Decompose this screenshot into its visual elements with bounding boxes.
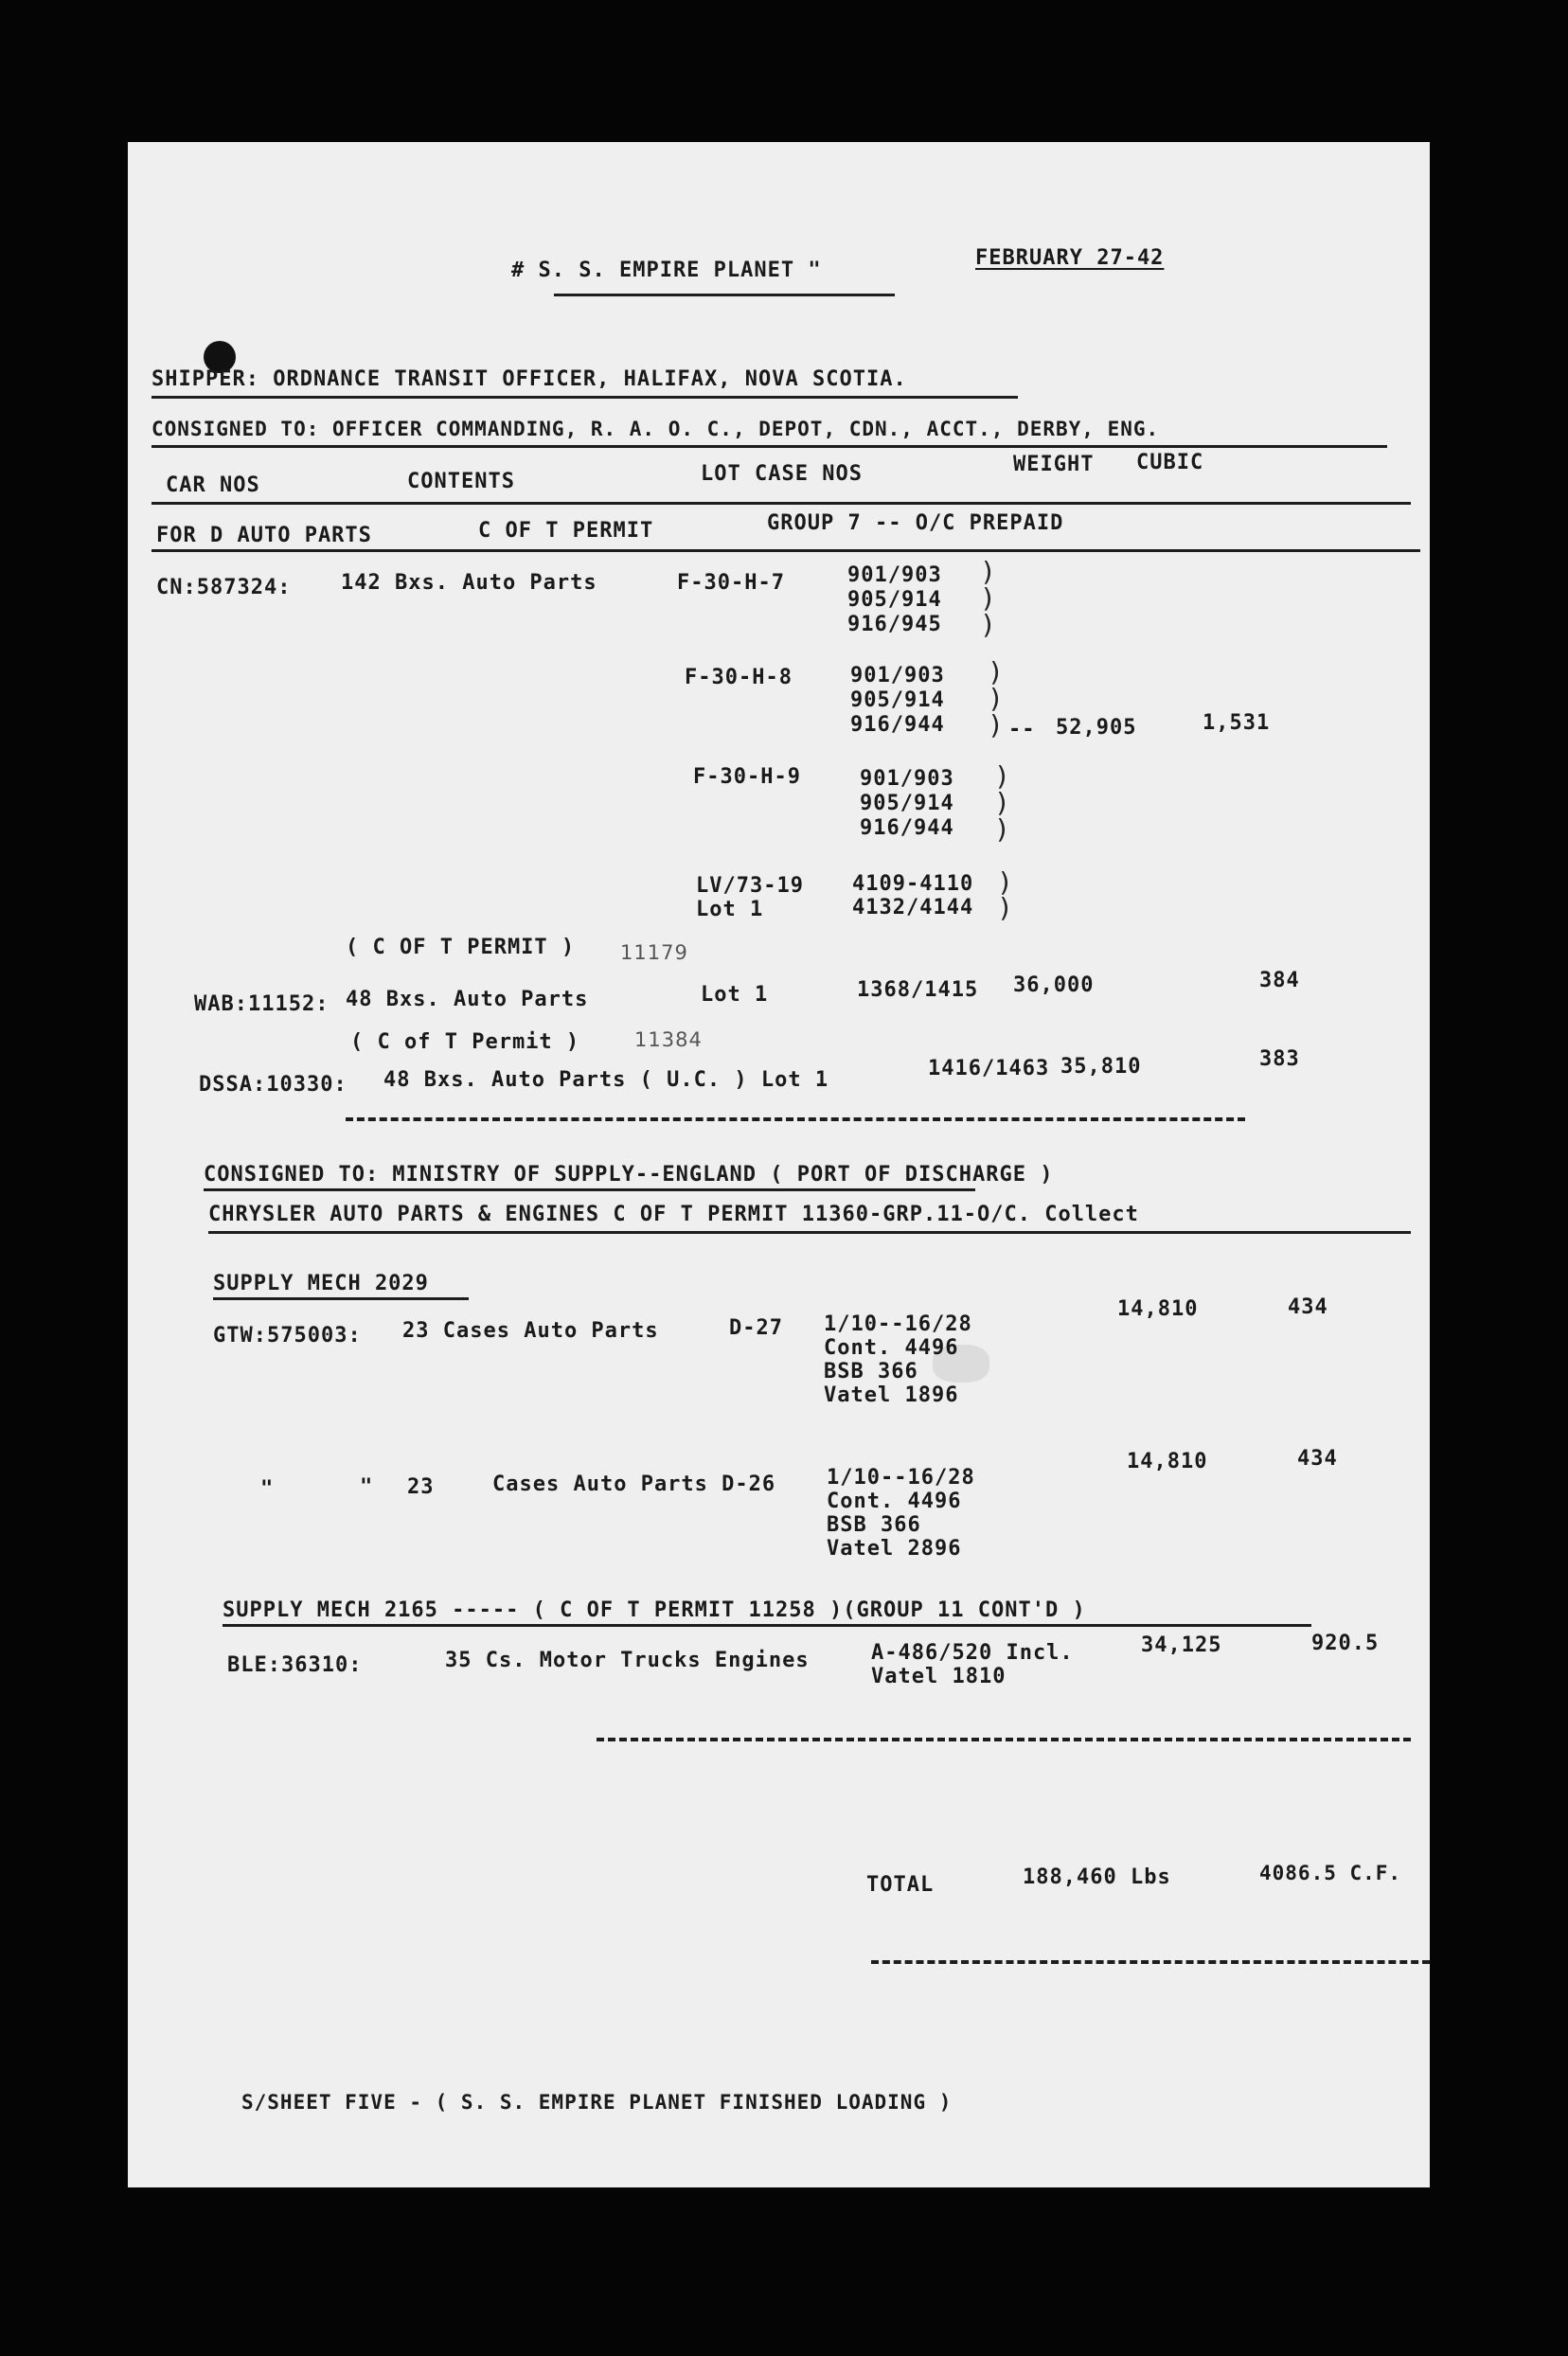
chrysler-underline xyxy=(208,1231,1411,1234)
gtw-cubic: 434 xyxy=(1288,1295,1328,1319)
wab-cases: 1368/1415 xyxy=(857,978,979,1002)
column-car-nos: CAR NOS xyxy=(166,473,260,497)
ditto-contents: Cases Auto Parts D-26 xyxy=(492,1472,776,1496)
brace-mark: ) xyxy=(997,866,1013,898)
dssa-weight: 35,810 xyxy=(1060,1055,1142,1079)
permit-handwritten-1: 11179 xyxy=(620,941,688,964)
permit-handwritten-2: 11384 xyxy=(634,1028,703,1051)
brace-mark: ) xyxy=(980,609,996,640)
cn-lot-3-case: 901/903 xyxy=(860,767,954,791)
consignee-line-2: CONSIGNED TO: MINISTRY OF SUPPLY--ENGLAND ( PORT OF DISCHARGE ) xyxy=(204,1163,1054,1187)
consignee-line-1: CONSIGNED TO: OFFICER COMMANDING, R. A. O. C., DEPOT, CDN., ACCT., DERBY, ENG. xyxy=(151,418,1160,440)
supply-mech-2165: SUPPLY MECH 2165 ----- ( C OF T PERMIT 11258 )(GROUP 11 CONT'D ) xyxy=(223,1598,1086,1622)
cn-lot-2: F-30-H-8 xyxy=(685,666,793,689)
gtw-weight: 14,810 xyxy=(1117,1297,1199,1321)
group-permit: C OF T PERMIT xyxy=(478,519,654,543)
gtw-case: Vatel 1896 xyxy=(824,1383,959,1407)
cn-lot-2-case: 905/914 xyxy=(850,688,945,712)
cn-lot-1-case: 916/945 xyxy=(847,613,942,636)
dssa-cubic: 383 xyxy=(1259,1047,1300,1071)
permit-note-2: ( C of T Permit ) xyxy=(350,1030,580,1054)
footer-note: S/SHEET FIVE - ( S. S. EMPIRE PLANET FINISHED LOADING ) xyxy=(241,2091,953,2114)
brace-mark: ) xyxy=(980,582,996,614)
cn-case-lv: 4132/4144 xyxy=(852,896,974,919)
cn-case-lv: 4109-4110 xyxy=(852,872,974,896)
title-underline xyxy=(554,294,895,296)
gtw-lot: D-27 xyxy=(729,1316,783,1340)
cn-lot-lv-lot: Lot 1 xyxy=(696,898,764,921)
shipper-line: SHIPPER: ORDNANCE TRANSIT OFFICER, HALIFAX, NOVA SCOTIA. xyxy=(151,367,907,391)
separator-dashes xyxy=(346,1117,1245,1121)
brace-mark: ) xyxy=(994,787,1010,818)
document-date: FEBRUARY 27-42 xyxy=(975,246,1165,270)
total-cubic: 4086.5 C.F. xyxy=(1259,1862,1402,1884)
gtw-contents: 23 Cases Auto Parts xyxy=(402,1319,659,1343)
supply-mech-underline-1 xyxy=(213,1297,469,1300)
cn-lot-2-case: 901/903 xyxy=(850,664,945,687)
ble-case: Vatel 1810 xyxy=(871,1665,1007,1688)
cn-car-number: CN:587324: xyxy=(156,576,292,599)
gtw-case: BSB 366 xyxy=(824,1360,918,1383)
ditto-qty: 23 xyxy=(407,1475,435,1499)
wab-cubic: 384 xyxy=(1259,969,1300,992)
gtw-case: 1/10--16/28 xyxy=(824,1312,972,1336)
dssa-contents: 48 Bxs. Auto Parts ( U.C. ) Lot 1 xyxy=(383,1068,829,1092)
ditto-mark: " xyxy=(360,1475,374,1499)
ditto-mark: " xyxy=(260,1477,275,1501)
ditto-case: 1/10--16/28 xyxy=(827,1466,975,1490)
brace-mark: ) xyxy=(988,709,1004,741)
cn-lot-3: F-30-H-9 xyxy=(693,765,801,789)
brace-mark: ) xyxy=(994,760,1010,792)
group-prepaid: GROUP 7 -- O/C PREPAID xyxy=(767,511,1064,535)
ble-case: A-486/520 Incl. xyxy=(871,1641,1074,1665)
brace-mark: ) xyxy=(994,813,1010,845)
cn-lot-3-case: 916/944 xyxy=(860,816,954,840)
separator-dashes xyxy=(597,1738,1411,1741)
wab-contents: 48 Bxs. Auto Parts xyxy=(346,988,589,1011)
brace-mark: ) xyxy=(988,656,1004,687)
ble-car-number: BLE:36310: xyxy=(227,1653,363,1677)
permit-note-1: ( C OF T PERMIT ) xyxy=(346,936,576,959)
ditto-case: Vatel 2896 xyxy=(827,1537,962,1561)
ble-cubic: 920.5 xyxy=(1311,1632,1380,1655)
vessel-title: # S. S. EMPIRE PLANET " xyxy=(511,259,822,282)
ditto-case: BSB 366 xyxy=(827,1513,921,1537)
brace-mark: ) xyxy=(988,683,1004,714)
column-weight: WEIGHT xyxy=(1013,453,1095,476)
wab-weight: 36,000 xyxy=(1013,973,1095,997)
cn-lot-2-case: 916/944 xyxy=(850,713,945,737)
brace-mark: ) xyxy=(997,892,1013,923)
consignee-underline-2 xyxy=(204,1188,975,1191)
cn-lot-lv: LV/73-19 xyxy=(696,874,804,898)
cn-lot-1-case: 901/903 xyxy=(847,563,942,587)
total-weight: 188,460 Lbs xyxy=(1023,1865,1171,1889)
ditto-cubic: 434 xyxy=(1297,1447,1338,1471)
cn-lot-1-case: 905/914 xyxy=(847,588,942,612)
document-page xyxy=(128,142,1430,2187)
shipper-underline xyxy=(151,396,1018,399)
consignee-underline-1 xyxy=(151,445,1387,448)
column-cubic: CUBIC xyxy=(1136,451,1204,474)
wab-car-number: WAB:11152: xyxy=(194,992,330,1016)
column-header-rule xyxy=(151,502,1411,505)
separator-dashes xyxy=(871,1960,1430,1964)
supply-mech-underline-2 xyxy=(223,1624,1311,1627)
ditto-case: Cont. 4496 xyxy=(827,1490,962,1513)
group-left: FOR D AUTO PARTS xyxy=(156,524,372,547)
dssa-cases: 1416/1463 xyxy=(928,1057,1050,1080)
gtw-case: Cont. 4496 xyxy=(824,1336,959,1360)
total-label: TOTAL xyxy=(866,1873,935,1897)
column-contents: CONTENTS xyxy=(407,470,515,493)
supply-mech-2029: SUPPLY MECH 2029 xyxy=(213,1272,429,1295)
dssa-car-number: DSSA:10330: xyxy=(199,1073,347,1097)
brace-mark: ) xyxy=(980,556,996,587)
chrysler-line: CHRYSLER AUTO PARTS & ENGINES C OF T PERMIT 11360-GRP.11-O/C. Collect xyxy=(208,1203,1139,1226)
group-rule xyxy=(151,549,1420,552)
ditto-weight: 14,810 xyxy=(1127,1450,1208,1473)
cn-dash: -- xyxy=(1008,718,1036,741)
wab-lot: Lot 1 xyxy=(701,983,769,1007)
ble-contents: 35 Cs. Motor Trucks Engines xyxy=(445,1649,810,1672)
ble-weight: 34,125 xyxy=(1141,1633,1222,1657)
cn-contents: 142 Bxs. Auto Parts xyxy=(341,571,597,595)
gtw-car-number: GTW:575003: xyxy=(213,1324,362,1348)
cn-lot-1: F-30-H-7 xyxy=(677,571,785,595)
cn-lot-3-case: 905/914 xyxy=(860,792,954,815)
cn-weight: 52,905 xyxy=(1056,716,1137,740)
cn-cubic: 1,531 xyxy=(1203,711,1271,735)
column-lot-case-nos: LOT CASE NOS xyxy=(701,462,863,486)
